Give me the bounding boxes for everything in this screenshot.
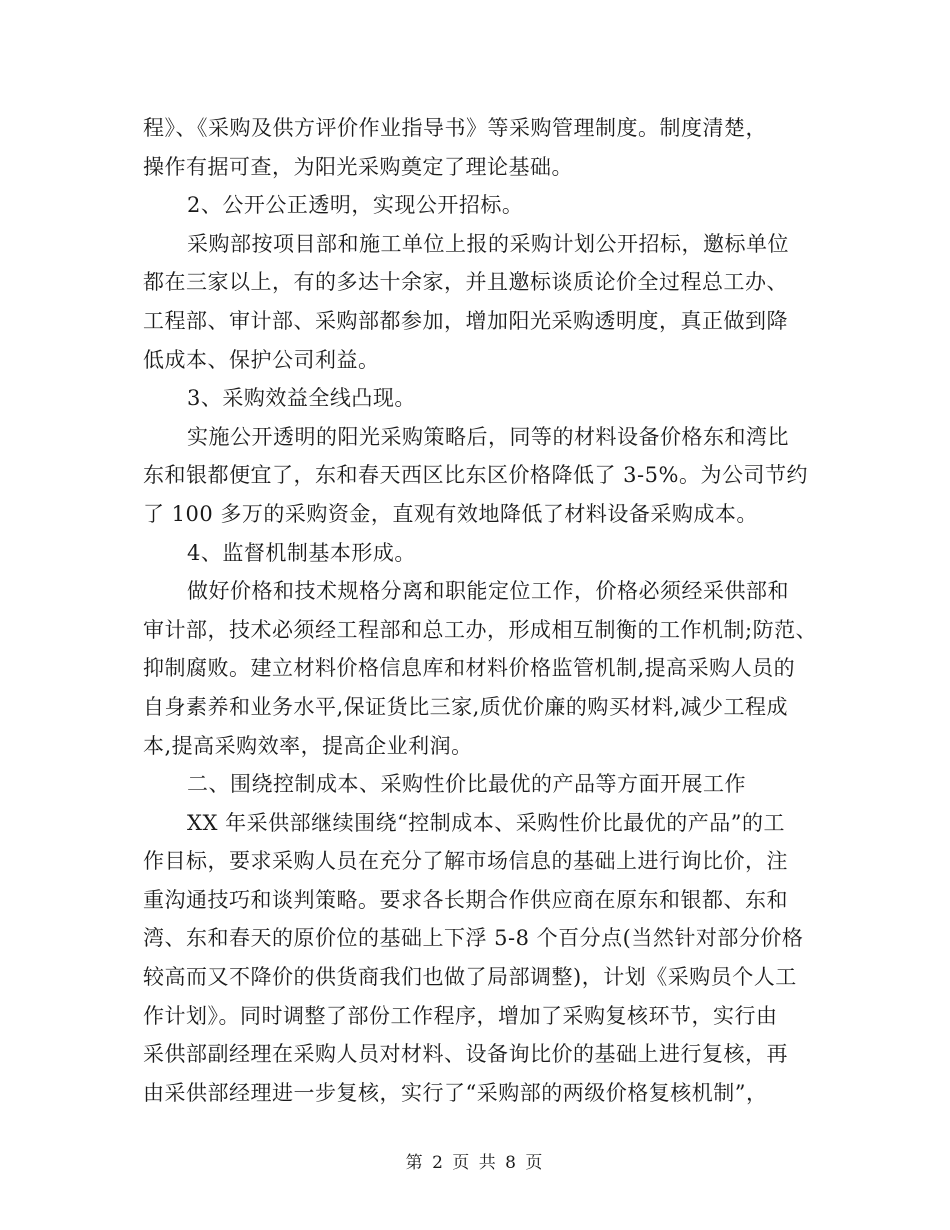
- text-line: 作计划》。同时调整了部份工作程序，增加了采购复核环节，实行由: [143, 1003, 778, 1028]
- text-line: 3、采购效益全线凸现。: [187, 386, 416, 411]
- text-line: 2、公开公正透明，实现公开招标。: [187, 193, 524, 218]
- text-line: 由采供部经理进一步复核，实行了“采购部的两级价格复核机制”，: [143, 1080, 768, 1105]
- text-line: 抑制腐败。建立材料价格信息库和材料价格监管机制,提高采购人员的: [143, 656, 796, 681]
- text-line: 4、监督机制基本形成。: [187, 540, 416, 565]
- text-line: 重沟通技巧和谈判策略。要求各长期合作供应商在原东和银都、东和: [143, 887, 788, 912]
- text-line: 了 100 多万的采购资金，直观有效地降低了材料设备采购成本。: [143, 501, 758, 526]
- text-line: 采供部副经理在采购人员对材料、设备询比价的基础上进行复核，再: [143, 1042, 788, 1067]
- text-line: 本,提高采购效率，提高企业利润。: [143, 733, 473, 758]
- page-footer: 第 2 页 共 8 页: [405, 1153, 545, 1173]
- text-line: 都在三家以上，有的多达十余家，并且邀标谈质论价全过程总工办、: [143, 270, 788, 295]
- document-body: [143, 109, 823, 1112]
- text-line: 做好价格和技术规格分离和职能定位工作，价格必须经采供部和: [187, 579, 789, 604]
- text-line: 东和银都便宜了，东和春天西区比东区价格降低了 3-5%。为公司节约: [143, 463, 808, 488]
- text-line: 审计部，技术必须经工程部和总工办，形成相互制衡的工作机制;防范、: [143, 617, 818, 642]
- text-line: 较高而又不降价的供货商我们也做了局部调整)，计划《采购员个人工: [143, 965, 797, 990]
- text-line: 程》、《采购及供方评价作业指导书》等采购管理制度。制度清楚，: [143, 116, 767, 140]
- text-line: 工程部、审计部、采购部都参加，增加阳光采购透明度，真正做到降: [143, 308, 788, 333]
- text-line: 实施公开透明的阳光采购策略后，同等的材料设备价格东和湾比: [187, 424, 789, 449]
- text-line: 湾、东和春天的原价位的基础上下浮 5-8 个百分点(当然针对部分价格: [143, 926, 804, 951]
- text-line: 低成本、保护公司利益。: [143, 347, 380, 372]
- text-line: 采购部按项目部和施工单位上报的采购计划公开招标，邀标单位: [187, 231, 789, 256]
- text-line: 自身素养和业务水平,保证货比三家,质优价廉的购买材料,减少工程成: [143, 694, 789, 719]
- text-line: 操作有据可查，为阳光采购奠定了理论基础。: [143, 154, 573, 179]
- text-line: 二、围绕控制成本、采购性价比最优的产品等方面开展工作: [187, 772, 746, 797]
- text-line: 作目标，要求采购人员在充分了解市场信息的基础上进行询比价，注: [143, 849, 788, 874]
- text-line: XX 年采供部继续围绕“控制成本、采购性价比最优的产品”的工: [187, 810, 786, 835]
